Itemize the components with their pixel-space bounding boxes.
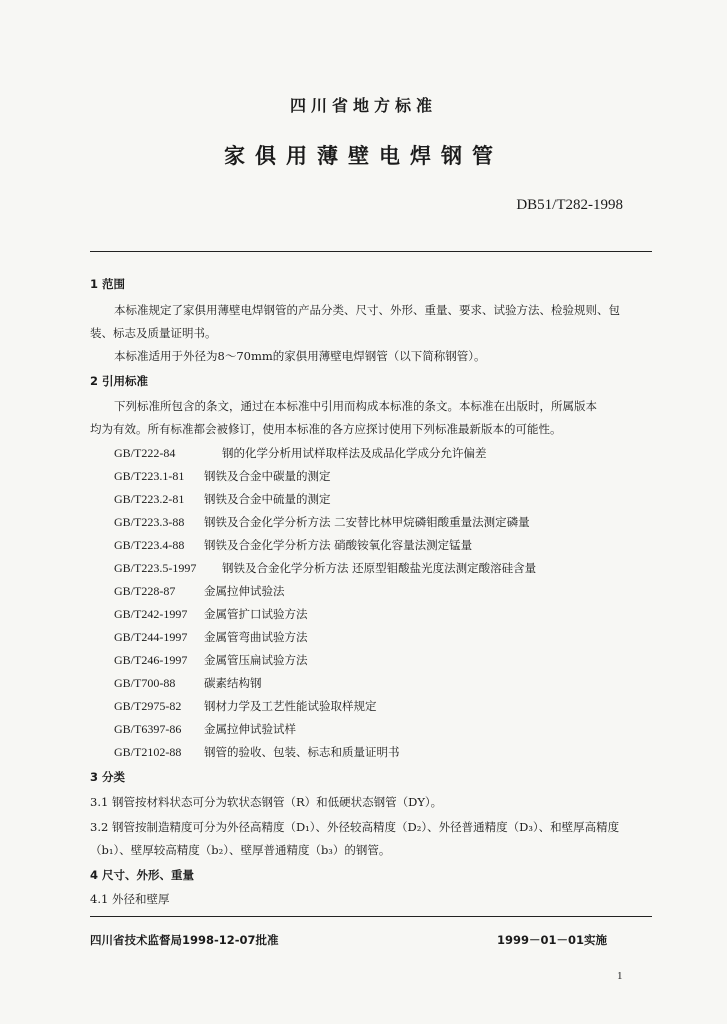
clause-4-1: 4.1 外径和壁厚 bbox=[90, 892, 170, 906]
reference-code: GB/T2102-88 bbox=[114, 745, 182, 759]
reference-item bbox=[114, 699, 377, 713]
reference-item bbox=[114, 469, 331, 483]
footer-divider bbox=[90, 916, 652, 917]
reference-code: GB/T6397-86 bbox=[114, 722, 182, 736]
reference-item bbox=[114, 515, 530, 529]
reference-code: GB/T223.1-81 bbox=[114, 469, 185, 483]
reference-item bbox=[114, 676, 262, 690]
issuing-organization: 四川省地方标准 bbox=[289, 96, 437, 115]
reference-title: 碳素结构钢 bbox=[204, 676, 262, 690]
reference-title: 钢铁及合金化学分析方法 还原型钼酸盐光度法测定酸溶硅含量 bbox=[222, 561, 537, 575]
reference-title: 金属管压扁试验方法 bbox=[204, 653, 308, 667]
approval-info: 四川省技术监督局1998-12-07批准 bbox=[90, 933, 279, 947]
effective-date: 1999－01－01实施 bbox=[497, 933, 608, 947]
reference-code: GB/T222-84 bbox=[114, 446, 176, 460]
reference-title: 钢铁及合金中硫量的测定 bbox=[204, 492, 331, 506]
clause-3-2: 3.2 钢管按制造精度可分为外径高精度（D₁）、外径较高精度（D₂）、外径普通精度（D₃）、和壁厚高精度 bbox=[90, 820, 620, 834]
header-divider bbox=[90, 251, 652, 252]
section-1-paragraph-2: 本标准适用于外径为8～70mm的家俱用薄壁电焊钢管（以下简称钢管）。 bbox=[114, 349, 486, 363]
reference-title: 金属管扩口试验方法 bbox=[204, 607, 308, 621]
section-2-paragraph-1-cont: 均为有效。所有标准都会被修订，使用本标准的各方应探讨使用下列标准最新版本的可能性。 bbox=[90, 422, 562, 436]
reference-code: GB/T246-1997 bbox=[114, 653, 188, 667]
reference-title: 钢材力学及工艺性能试验取样规定 bbox=[204, 699, 377, 713]
section-3-heading: 3 分类 bbox=[90, 770, 126, 784]
reference-code: GB/T223.4-88 bbox=[114, 538, 185, 552]
reference-item bbox=[114, 745, 400, 759]
reference-code: GB/T223.2-81 bbox=[114, 492, 185, 506]
reference-code: GB/T700-88 bbox=[114, 676, 176, 690]
reference-item bbox=[114, 492, 331, 506]
reference-title: 钢的化学分析用试样取样法及成品化学成分允许偏差 bbox=[222, 446, 487, 460]
reference-title: 钢铁及合金化学分析方法 硝酸铵氧化容量法测定锰量 bbox=[204, 538, 473, 552]
reference-item bbox=[114, 630, 308, 644]
reference-title: 金属拉伸试验法 bbox=[204, 584, 285, 598]
reference-title: 钢铁及合金中碳量的测定 bbox=[204, 469, 331, 483]
reference-item bbox=[114, 538, 472, 552]
reference-item bbox=[114, 607, 308, 621]
section-1-paragraph-1: 本标准规定了家俱用薄壁电焊钢管的产品分类、尺寸、外形、重量、要求、试验方法、检验规则、包 bbox=[114, 303, 620, 317]
standard-title: 家俱用薄壁电焊钢管 bbox=[224, 144, 503, 168]
reference-item bbox=[114, 722, 296, 736]
page-number: 1 bbox=[617, 970, 623, 982]
section-2-heading: 2 引用标准 bbox=[90, 374, 149, 388]
reference-code: GB/T242-1997 bbox=[114, 607, 188, 621]
section-2-paragraph-1: 下列标准所包含的条文，通过在本标准中引用而构成本标准的条文。本标准在出版时，所属版本 bbox=[114, 399, 597, 413]
clause-3-2-cont: （b₁）、壁厚较高精度（b₂）、壁厚普通精度（b₃）的钢管。 bbox=[90, 843, 391, 857]
section-1-heading: 1 范围 bbox=[90, 277, 126, 291]
reference-code: GB/T223.5-1997 bbox=[114, 561, 197, 575]
reference-title: 钢铁及合金化学分析方法 二安替比林甲烷磷钼酸重量法测定磷量 bbox=[204, 515, 530, 529]
section-4-heading: 4 尺寸、外形、重量 bbox=[90, 868, 195, 882]
reference-item bbox=[114, 584, 285, 598]
reference-code: GB/T223.3-88 bbox=[114, 515, 185, 529]
section-1-paragraph-1-cont: 装、标志及质量证明书。 bbox=[90, 326, 217, 340]
reference-code: GB/T228-87 bbox=[114, 584, 176, 598]
standard-code: DB51/T282-1998 bbox=[516, 197, 623, 213]
reference-title: 金属拉伸试验试样 bbox=[204, 722, 296, 736]
reference-code: GB/T2975-82 bbox=[114, 699, 182, 713]
reference-title: 金属管弯曲试验方法 bbox=[204, 630, 308, 644]
clause-3-1: 3.1 钢管按材料状态可分为软状态钢管（R）和低硬状态钢管（DY）。 bbox=[90, 795, 443, 809]
reference-item bbox=[114, 561, 536, 575]
reference-item bbox=[114, 653, 308, 667]
reference-code: GB/T244-1997 bbox=[114, 630, 188, 644]
reference-item bbox=[114, 446, 487, 460]
reference-title: 钢管的验收、包装、标志和质量证明书 bbox=[204, 745, 400, 759]
